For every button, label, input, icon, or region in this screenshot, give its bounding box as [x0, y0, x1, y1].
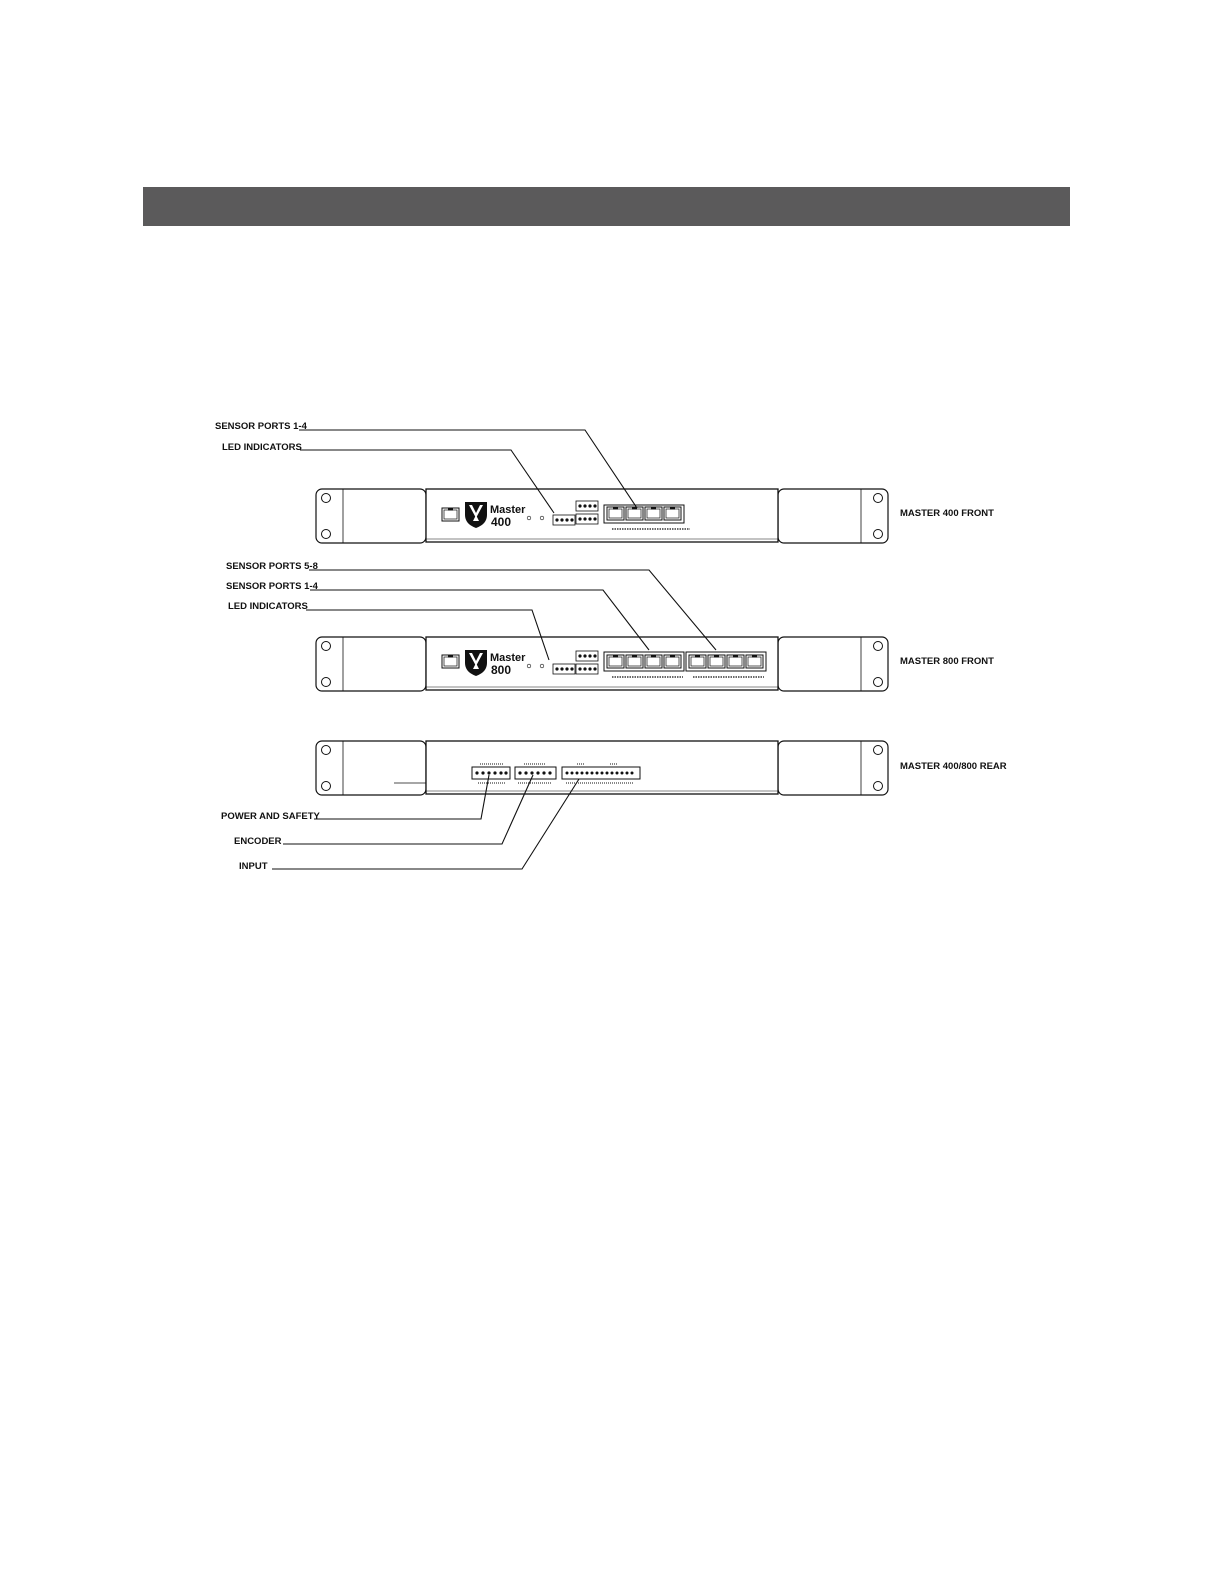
label-master-rear: MASTER 400/800 REAR	[900, 761, 1007, 772]
sensor-port-6	[708, 655, 725, 668]
lan-port	[442, 655, 459, 668]
master-rear-unit	[316, 741, 888, 795]
sensor-port-1	[607, 507, 624, 520]
sensor-port-8	[746, 655, 763, 668]
sensor-port-1	[607, 655, 624, 668]
sensor-port-4	[664, 655, 681, 668]
rack-ear-left	[316, 637, 426, 691]
logo-word: Master	[490, 504, 526, 516]
led-terminal-block	[553, 515, 575, 525]
master-800-front-unit	[316, 637, 888, 691]
label-led-indicators: LED INDICATORS	[228, 601, 308, 612]
terminal-block-lower	[576, 664, 598, 674]
rack-ear-right	[778, 637, 888, 691]
master-400-front-unit	[316, 489, 888, 543]
label-input: INPUT	[239, 861, 268, 872]
logo-word: Master	[490, 652, 526, 664]
sensor-port-7	[727, 655, 744, 668]
label-sensor-ports-1-4: SENSOR PORTS 1-4	[215, 421, 307, 432]
sensor-port-3	[645, 655, 662, 668]
sensor-port-2	[626, 655, 643, 668]
label-led-indicators: LED INDICATORS	[222, 442, 302, 453]
led-terminal-block	[553, 664, 575, 674]
label-encoder: ENCODER	[234, 836, 282, 847]
model-number: 800	[491, 663, 512, 677]
label-master-400-front: MASTER 400 FRONT	[900, 508, 994, 519]
rack-ear-right	[778, 489, 888, 543]
lan-port	[442, 508, 459, 521]
terminal-block-upper	[576, 501, 598, 511]
sensor-port-3	[645, 507, 662, 520]
rack-ear-left	[316, 741, 426, 795]
label-sensor-ports-1-4: SENSOR PORTS 1-4	[226, 581, 318, 592]
rack-ear-left	[316, 489, 426, 543]
terminal-block-lower	[576, 514, 598, 524]
rack-ear-right	[778, 741, 888, 795]
sensor-port-2	[626, 507, 643, 520]
label-sensor-ports-5-8: SENSOR PORTS 5-8	[226, 561, 318, 572]
label-power-and-safety: POWER AND SAFETY	[221, 811, 320, 822]
sensor-port-4	[664, 507, 681, 520]
label-master-800-front: MASTER 800 FRONT	[900, 656, 994, 667]
terminal-block-upper	[576, 651, 598, 661]
sensor-port-5	[689, 655, 706, 668]
model-number: 400	[491, 515, 512, 529]
